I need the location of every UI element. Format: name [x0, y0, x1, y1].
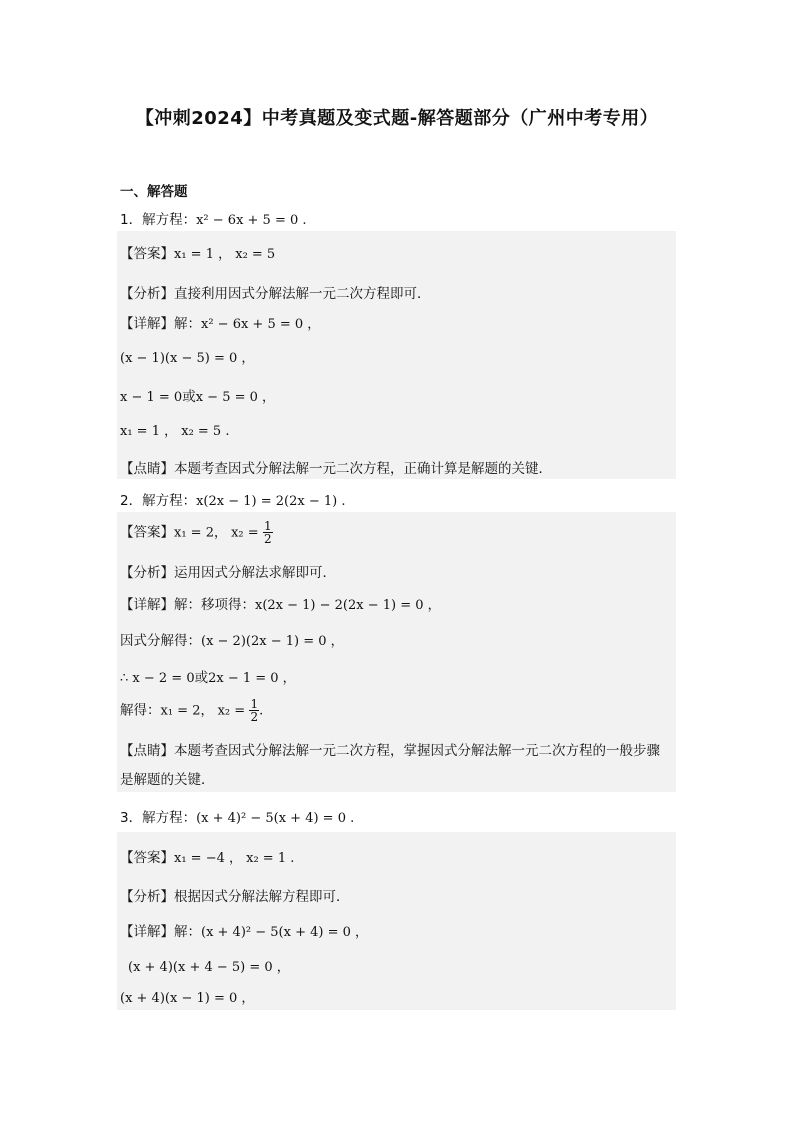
question-1-analysis [120, 282, 431, 302]
analysis-text: 运用因式分解法求解即可． [174, 565, 336, 581]
step-fraction: $\frac{1}{2}$ [250, 697, 259, 724]
answer-value: x₁ = 1 ， x₂ = 5 [174, 247, 276, 262]
analysis-label: 【分析】 [120, 565, 174, 581]
detail-intro: 解： [174, 924, 201, 940]
section-heading: 一、解答题 [120, 184, 188, 200]
question-3-detail [120, 920, 368, 940]
detail-label: 【详解】 [120, 316, 174, 332]
question-2-step-2: ∴ x − 2 = 0或2x − 1 = 0 ， [120, 670, 296, 686]
question-1-comment [120, 457, 552, 477]
page-title: 【冲刺2024】中考真题及变式题-解答题部分（广州中考专用） [135, 108, 659, 129]
answer-value: x₁ = −4 ， x₂ = 1 . [174, 851, 295, 866]
detail-label: 【详解】 [120, 597, 174, 613]
question-2-step-3: 解得：x₁ = 2， x₂ = $\frac{1}{2}$ . [120, 697, 264, 724]
question-3-analysis [120, 885, 350, 905]
detail-label: 【详解】 [120, 924, 174, 940]
analysis-label: 【分析】 [120, 286, 174, 302]
detail-intro: 解：移项得： [174, 597, 255, 613]
question-2-equation: x(2x − 1) = 2(2x − 1) . [196, 494, 346, 509]
question-1-step-1: (x − 1)(x − 5) = 0 ， [120, 351, 255, 366]
question-2-step-1: 因式分解得：(x − 2)(2x − 1) = 0 ， [120, 633, 344, 649]
analysis-text: 直接利用因式分解法解一元二次方程即可． [174, 286, 431, 302]
analysis-label: 【分析】 [120, 889, 174, 905]
question-2-comment [120, 739, 660, 759]
question-1-step-3: x₁ = 1 ， x₂ = 5 . [120, 424, 230, 439]
question-3-label: 3．解方程： [120, 810, 197, 826]
question-2-label: 2．解方程： [120, 493, 197, 509]
answer-label: 【答案】 [120, 524, 174, 541]
answer-label: 【答案】 [120, 850, 174, 866]
detail-equation: x² − 6x + 5 = 0 ， [201, 317, 321, 332]
question-1-answer [120, 242, 275, 262]
question-2-analysis [120, 561, 336, 581]
answer-fraction: $\frac{1}{2}$ [263, 519, 272, 546]
analysis-text: 根据因式分解法解方程即可． [174, 889, 350, 905]
question-3 [120, 806, 354, 826]
comment-text: 本题考查因式分解法解一元二次方程，正确计算是解题的关键． [174, 461, 552, 477]
question-3-answer [120, 846, 294, 866]
question-2-answer [120, 520, 273, 545]
comment-label: 【点睛】 [120, 743, 174, 759]
question-1-equation: x² − 6x + 5 = 0 . [196, 213, 307, 228]
question-1 [120, 208, 307, 228]
comment-label: 【点睛】 [120, 461, 174, 477]
question-1-label: 1．解方程： [120, 212, 197, 228]
question-3-step-2: (x + 4)(x − 1) = 0 ， [120, 991, 255, 1006]
answer-value: x₁ = 2， x₂ = [174, 525, 259, 541]
question-3-equation: (x + 4)² − 5(x + 4) = 0 . [196, 811, 355, 826]
detail-equation: x(2x − 1) − 2(2x − 1) = 0 ， [255, 598, 441, 613]
question-1-step-2: x − 1 = 0或x − 5 = 0 ， [120, 389, 276, 405]
answer-label: 【答案】 [120, 246, 174, 262]
comment-text: 本题考查因式分解法解一元二次方程，掌握因式分解法解一元二次方程的一般步骤 [174, 743, 660, 759]
detail-equation: (x + 4)² − 5(x + 4) = 0 ， [201, 925, 369, 940]
question-3-step-1: (x + 4)(x + 4 − 5) = 0 ， [128, 960, 290, 975]
detail-intro: 解： [174, 316, 201, 332]
question-2 [120, 489, 345, 509]
question-1-detail [120, 312, 320, 332]
question-2-comment-cont: 是解题的关键． [120, 772, 215, 788]
question-2-detail [120, 593, 441, 613]
